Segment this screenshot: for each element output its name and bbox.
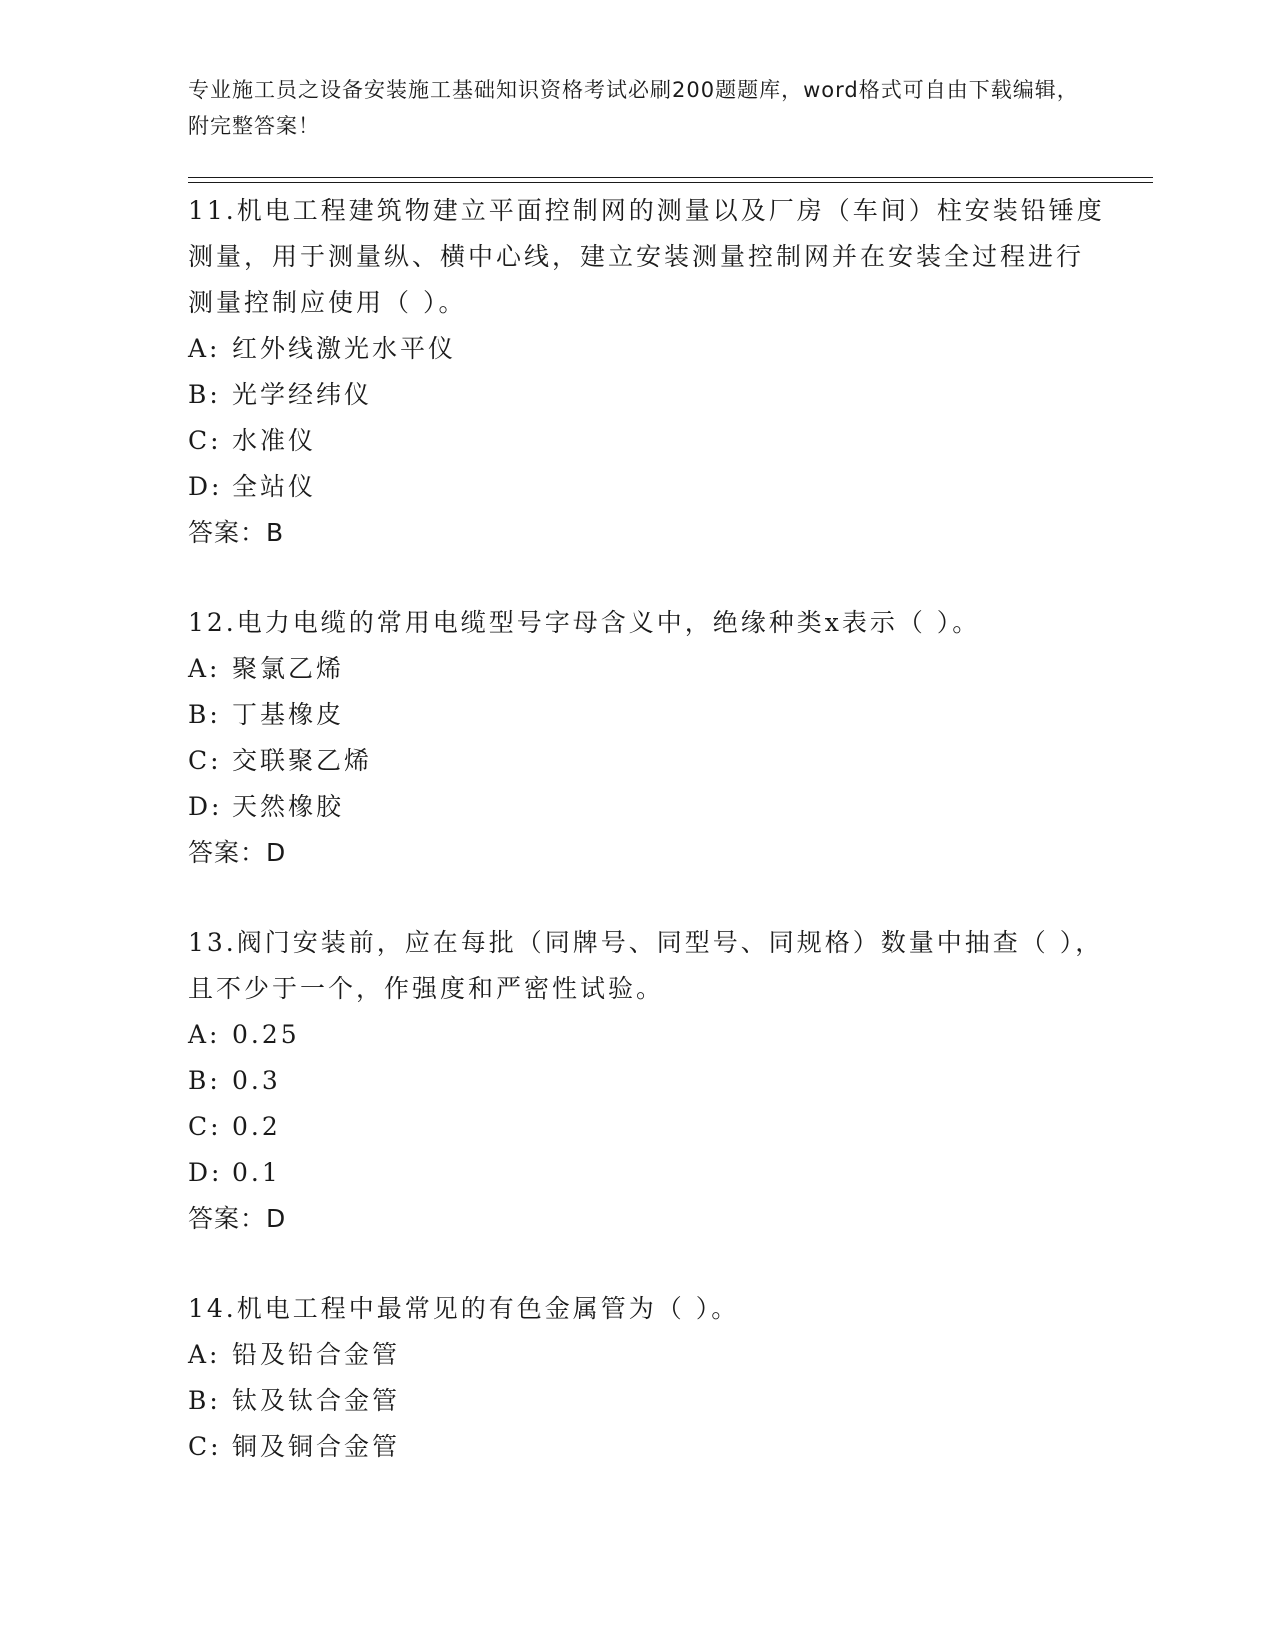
option-b — [188, 1378, 1108, 1424]
answer-line: 答案：B — [188, 518, 285, 547]
header-divider-top — [188, 177, 1153, 178]
option-key: A: — [188, 1020, 221, 1049]
option-key: D: — [188, 472, 223, 501]
option-text: 天然橡胶 — [232, 792, 345, 821]
option-key: A: — [188, 654, 221, 683]
option-key: B: — [188, 380, 221, 409]
option-text: 全站仪 — [232, 472, 317, 501]
question-13 — [188, 920, 1108, 1242]
option-d — [188, 464, 1108, 510]
option-text: 铜及铜合金管 — [232, 1432, 401, 1461]
option-c — [188, 418, 1108, 464]
option-text: 0.2 — [232, 1112, 281, 1141]
option-key: C: — [188, 1112, 222, 1141]
option-text: 红外线激光水平仪 — [232, 334, 457, 363]
option-b — [188, 692, 1108, 738]
option-text: 丁基橡皮 — [232, 700, 345, 729]
question-stem: 12.电力电缆的常用电缆型号字母含义中，绝缘种类x表示（ ）。 — [188, 608, 981, 637]
option-key: C: — [188, 426, 222, 455]
option-a — [188, 646, 1108, 692]
option-text: 0.25 — [232, 1020, 300, 1049]
option-b — [188, 372, 1108, 418]
question-list — [188, 188, 1108, 1470]
question-spacer — [188, 556, 1108, 600]
option-a — [188, 326, 1108, 372]
question-14 — [188, 1286, 1108, 1470]
option-a — [188, 1332, 1108, 1378]
option-key: D: — [188, 1158, 223, 1187]
answer-line: 答案：D — [188, 1204, 287, 1233]
option-text: 铅及铅合金管 — [232, 1340, 401, 1369]
question-11 — [188, 188, 1108, 556]
option-d — [188, 784, 1108, 830]
option-key: B: — [188, 1066, 221, 1095]
answer-line: 答案：D — [188, 838, 287, 867]
option-key: D: — [188, 792, 223, 821]
option-text: 交联聚乙烯 — [232, 746, 373, 775]
option-key: B: — [188, 1386, 221, 1415]
option-key: C: — [188, 1432, 222, 1461]
option-c — [188, 738, 1108, 784]
question-12 — [188, 600, 1108, 876]
option-d — [188, 1150, 1108, 1196]
option-c — [188, 1424, 1108, 1470]
option-text: 聚氯乙烯 — [232, 654, 345, 683]
option-text: 0.1 — [232, 1158, 281, 1187]
option-b — [188, 1058, 1108, 1104]
option-a — [188, 1012, 1108, 1058]
question-spacer — [188, 876, 1108, 920]
document-header: 专业施工员之设备安装施工基础知识资格考试必刷200题题库，word格式可自由下载编辑，附完整答案！ — [188, 78, 1079, 138]
question-stem: 13.阀门安装前，应在每批（同牌号、同型号、同规格）数量中抽查（ ），且不少于一个，作强度和严密性试验。 — [188, 928, 1104, 1003]
option-key: A: — [188, 334, 221, 363]
option-text: 0.3 — [232, 1066, 281, 1095]
option-key: C: — [188, 746, 222, 775]
option-key: B: — [188, 700, 221, 729]
option-key: A: — [188, 1340, 221, 1369]
header-divider-bottom — [188, 182, 1153, 183]
question-spacer — [188, 1242, 1108, 1286]
option-c — [188, 1104, 1108, 1150]
question-stem: 14.机电工程中最常见的有色金属管为（ ）。 — [188, 1294, 740, 1323]
option-text: 钛及钛合金管 — [232, 1386, 401, 1415]
option-text: 光学经纬仪 — [232, 380, 373, 409]
option-text: 水准仪 — [232, 426, 317, 455]
question-stem: 11.机电工程建筑物建立平面控制网的测量以及厂房（车间）柱安装铅锤度测量，用于测量纵、横中心线，建立安装测量控制网并在安装全过程进行测量控制应使用（ ）。 — [188, 196, 1105, 317]
